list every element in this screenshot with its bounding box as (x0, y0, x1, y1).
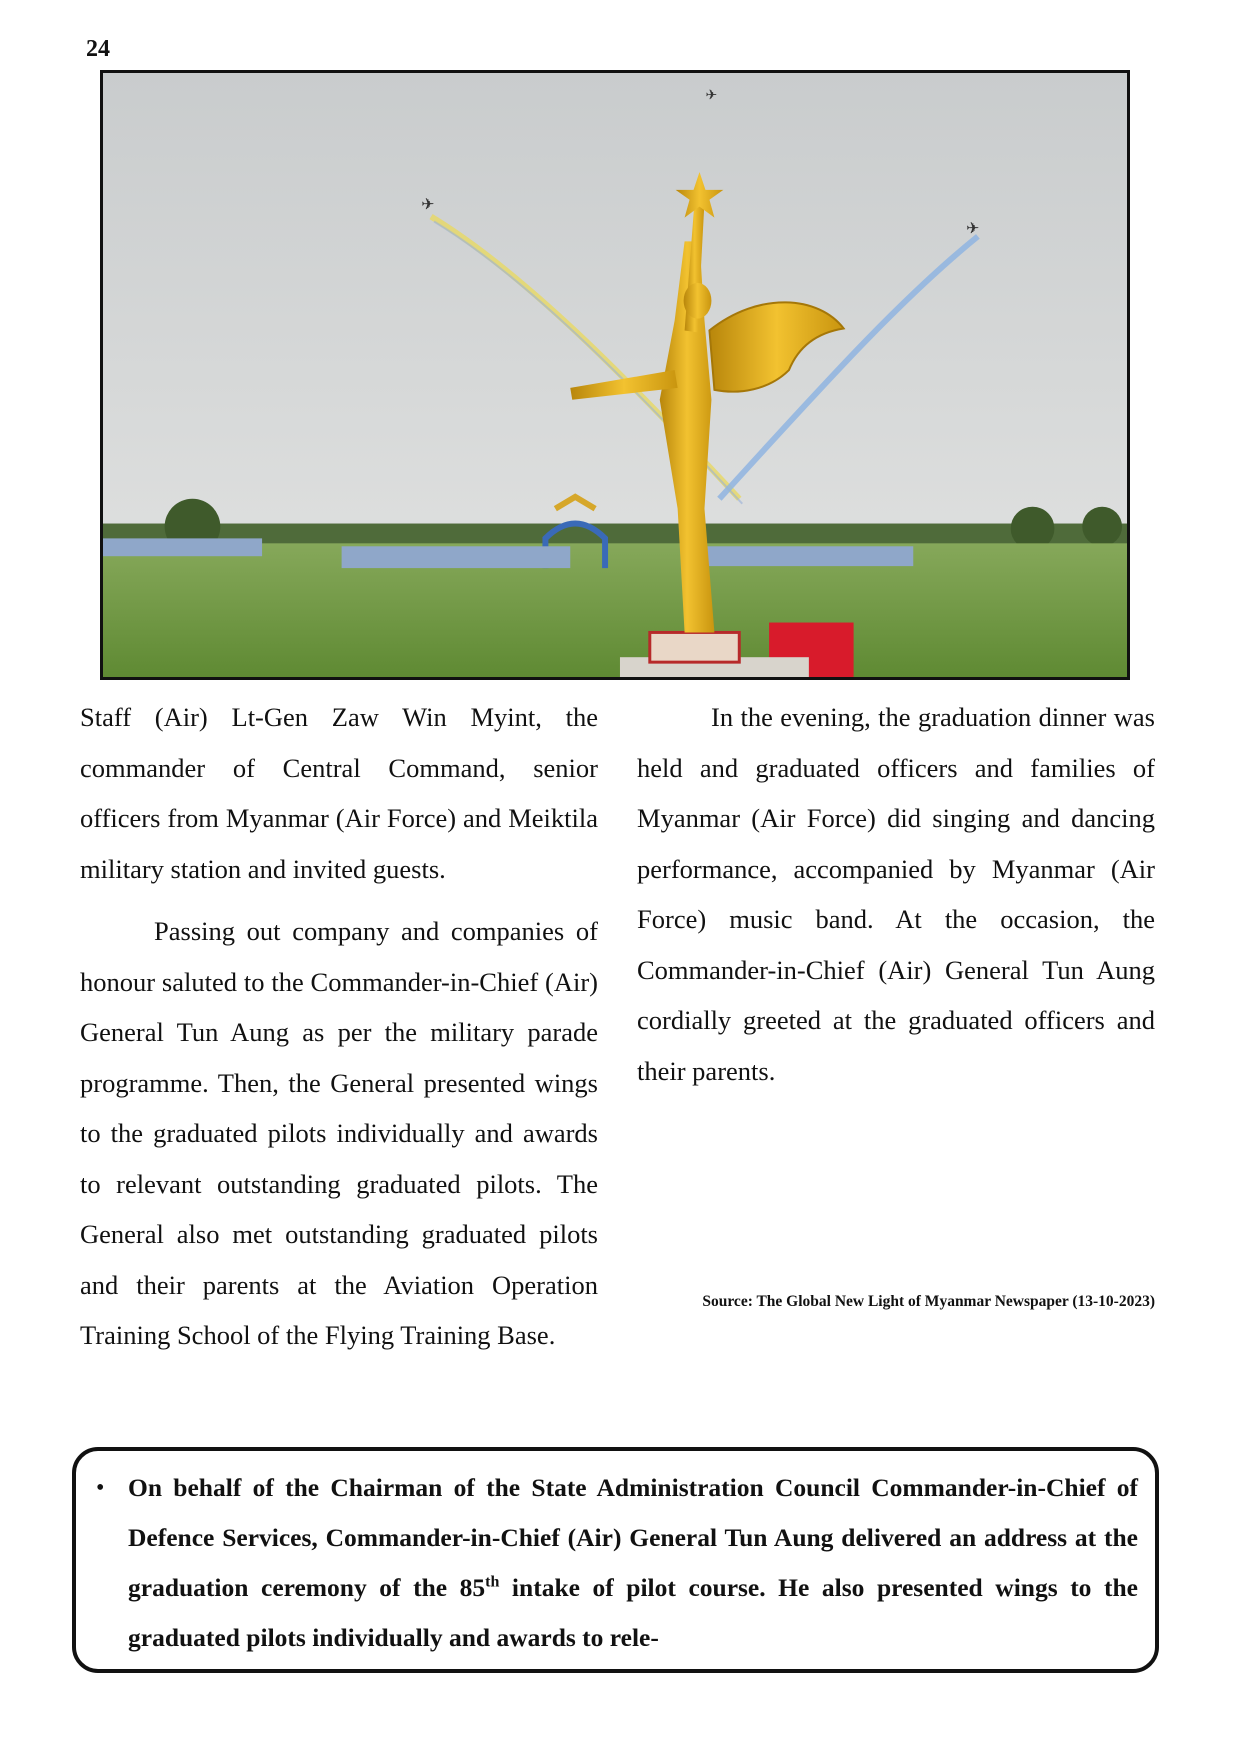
right-column (637, 692, 1155, 1096)
summary-box (72, 1447, 1159, 1673)
left-paragraph-2: Passing out company and companies of honour saluted to the Commander-in-Chief (Air) General Tun Aung as per the military parade programme. Then, the General presented wings to the graduated pilots individually and awards to relevant outstanding graduated pilots. The General also met outstanding graduated pilots and their parents at the Aviation Operation Training School of the Flying Training Base. (80, 916, 598, 1350)
summary-text-before: On behalf of the Chairman of the State Administration Council Commander-in-Chief of Defence Services, Commander-in-Chief (Air) General Tun Aung delivered an address at the graduation ceremony of the 85 (128, 1473, 1138, 1602)
summary-text-after: intake of pilot course. He also presented wings to the graduated pilots individually and awards to rele- (128, 1573, 1138, 1652)
summary-text (128, 1463, 1138, 1663)
left-paragraph-1: Staff (Air) Lt-Gen Zaw Win Myint, the commander of Central Command, senior officers from Myanmar (Air Force) and Meiktila military station and invited guests. (80, 702, 598, 884)
left-column (80, 692, 598, 1361)
svg-text:✈: ✈ (705, 87, 718, 104)
parade-photo-icon (103, 73, 1127, 677)
svg-text:✈: ✈ (421, 194, 435, 214)
summary-superscript: th (485, 1573, 500, 1591)
right-paragraph-1: In the evening, the graduation dinner was held and graduated officers and families of Myanmar (Air Force) did singing and dancing performance, accompanied by Myanmar (Air Force) music band. At the occasion, the Commander-in-Chief (Air) General Tun Aung cordially greeted at the graduated officers and their parents. (637, 702, 1155, 1086)
page-number: 24 (86, 36, 110, 62)
ceremony-photo (100, 70, 1130, 680)
svg-text:✈: ✈ (965, 218, 980, 238)
bullet-icon: • (96, 1475, 105, 1501)
source-citation: Source: The Global New Light of Myanmar Newspaper (13-10-2023) (702, 1293, 1155, 1310)
